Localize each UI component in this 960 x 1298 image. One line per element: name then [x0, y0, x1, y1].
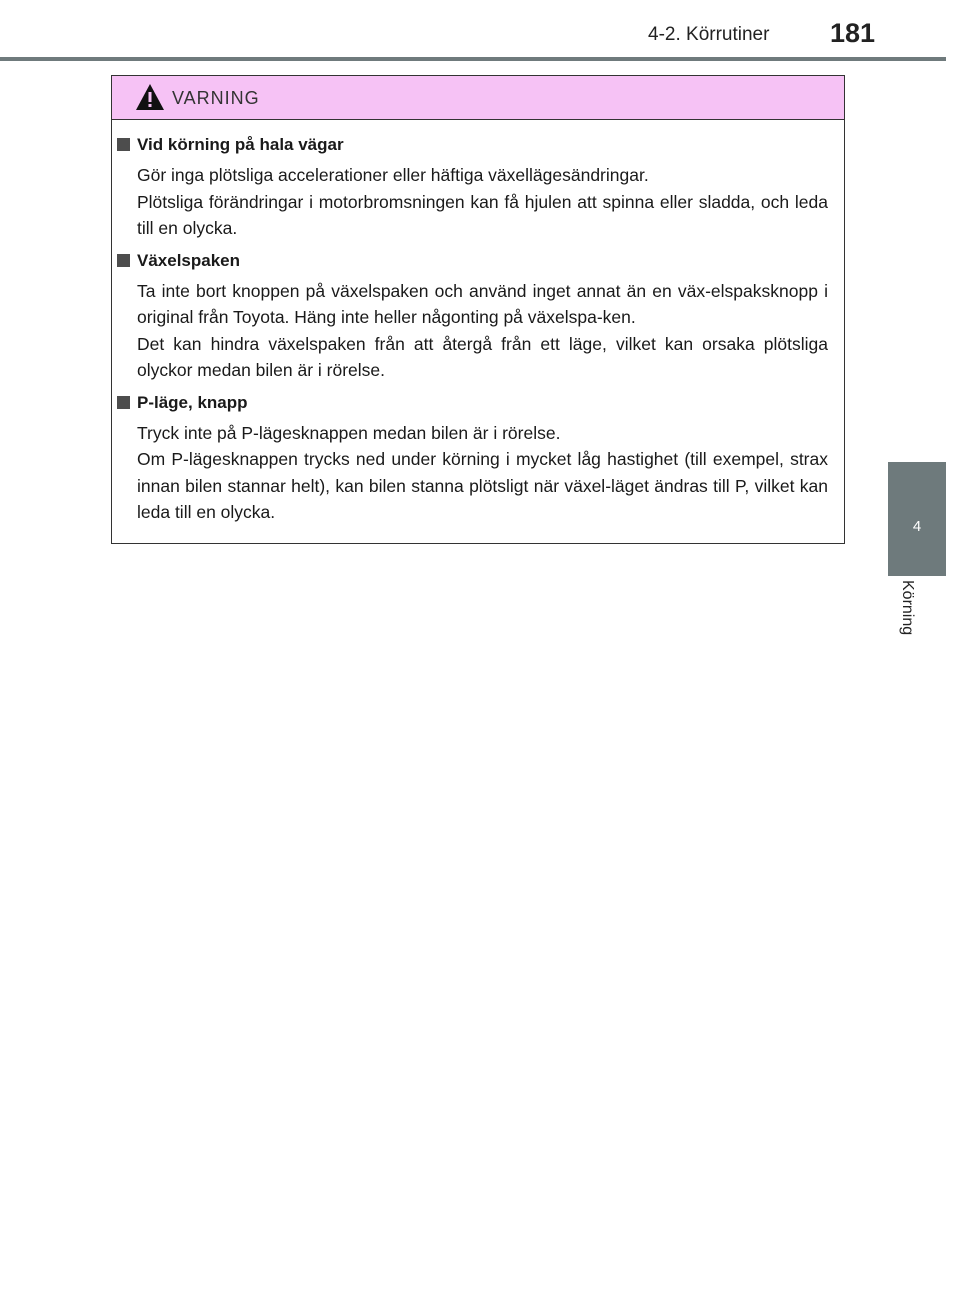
item-paragraph: Om P-lägesknappen trycks ned under körning i mycket låg hastighet (till exempel, strax innan bilen stannar helt), kan bilen stanna plötsligt när växel-läget ändras till P, vilket kan leda till en olycka. — [137, 449, 828, 522]
header-divider — [0, 57, 946, 61]
warning-header — [112, 76, 844, 120]
item-heading-text: Vid körning på hala vägar — [137, 135, 344, 154]
item-heading-text: Växelspaken — [137, 250, 241, 270]
warning-title: VARNING — [172, 88, 260, 108]
warning-item-shift-lever — [112, 250, 828, 384]
item-heading-text: P-läge, knapp — [137, 392, 248, 412]
warning-box — [111, 75, 845, 544]
item-heading — [112, 134, 828, 156]
page-number: 181 — [830, 18, 876, 48]
chapter-number: 4 — [912, 518, 922, 535]
item-heading — [112, 392, 828, 414]
item-paragraph: Tryck inte på P-lägesknappen medan bilen är i rörelse. — [137, 422, 561, 443]
item-paragraph: Plötsliga förändringar i motorbromsningen kan få hjulen att spinna eller sladda, och leda till en olycka. — [137, 191, 828, 238]
chapter-label: Körning — [899, 580, 916, 636]
section-title: 4-2. Körrutiner — [648, 24, 770, 45]
warning-triangle-icon — [135, 83, 165, 111]
square-bullet-icon — [117, 254, 130, 267]
square-bullet-icon — [117, 396, 130, 409]
warning-item-p-position-switch — [112, 392, 828, 526]
square-bullet-icon — [117, 138, 130, 151]
warning-item-slippery-roads — [112, 134, 828, 242]
item-paragraph: Gör inga plötsliga accelerationer eller häftiga växellägesändringar. — [137, 165, 649, 185]
item-paragraph: Det kan hindra växelspaken från att återgå från ett läge, vilket kan orsaka plötsliga olyckor medan bilen är i rörelse. — [137, 333, 828, 380]
item-paragraph: Ta inte bort knoppen på växelspaken och använd inget annat än en väx-elspaksknopp i original från Toyota. Häng inte heller någonting på växelspa-ken. — [137, 280, 828, 327]
warning-body — [112, 120, 844, 526]
item-heading — [112, 250, 828, 272]
